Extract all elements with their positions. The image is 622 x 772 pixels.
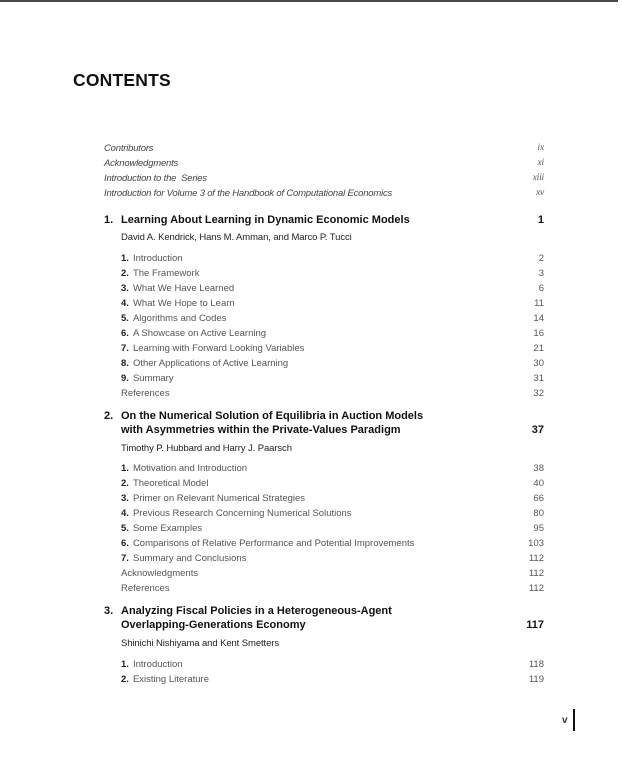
- section-title: Introduction: [132, 659, 183, 670]
- section-page: 66: [533, 493, 544, 504]
- chapter-authors: Timothy P. Hubbard and Harry J. Paarsch: [121, 443, 292, 454]
- chapter-title-line-2: with Asymmetries within the Private-Values Paradigm: [121, 424, 401, 436]
- section-page: 16: [533, 328, 544, 339]
- chapter-title-line-1: Analyzing Fiscal Policies in a Heterogeneous-Agent: [121, 605, 392, 617]
- section-number: 1.: [121, 253, 129, 264]
- section-title: A Showcase on Active Learning: [132, 328, 267, 339]
- section-number: 5.: [121, 523, 129, 534]
- page-title: CONTENTS: [73, 70, 171, 90]
- chapter-title-line-1: On the Numerical Solution of Equilibria in Auction Models: [121, 410, 424, 422]
- front-matter: [104, 141, 544, 201]
- section-number: 3.: [121, 493, 129, 504]
- chapter-3: [104, 604, 544, 687]
- section-title: Learning with Forward Looking Variables: [132, 343, 305, 354]
- section-number: 3.: [121, 283, 129, 294]
- section-number: 2.: [121, 478, 129, 489]
- section-title: Some Examples: [132, 523, 203, 534]
- section-entry[interactable]: [121, 251, 544, 266]
- section-title: References: [121, 388, 170, 399]
- section-entry[interactable]: [121, 326, 544, 341]
- section-entry[interactable]: [121, 536, 544, 551]
- section-entry[interactable]: [121, 581, 544, 596]
- section-entry[interactable]: [121, 461, 544, 476]
- section-title: Other Applications of Active Learning: [132, 358, 289, 369]
- section-page: 103: [528, 538, 544, 549]
- section-page: 80: [533, 508, 544, 519]
- section-page: 112: [528, 568, 544, 579]
- section-entry[interactable]: [121, 657, 544, 672]
- section-entry[interactable]: [121, 341, 544, 356]
- section-entry[interactable]: [121, 566, 544, 581]
- chapter-2: [104, 409, 544, 596]
- chapter-title-line-2: Overlapping-Generations Economy: [121, 619, 306, 631]
- chapter-page: 37: [531, 424, 544, 436]
- section-number: 6.: [121, 328, 129, 339]
- entry-title: Contributors: [104, 143, 154, 154]
- section-entry[interactable]: [121, 281, 544, 296]
- section-entry[interactable]: [121, 476, 544, 491]
- entry-title: Introduction for Volume 3 of the Handbook of Computational Economics: [104, 188, 393, 199]
- section-page: 11: [534, 298, 544, 309]
- section-entry[interactable]: [121, 506, 544, 521]
- section-page: 3: [538, 268, 544, 279]
- entry-title: Acknowledgments: [104, 158, 179, 169]
- section-title: Primer on Relevant Numerical Strategies: [132, 493, 306, 504]
- section-entry[interactable]: [121, 672, 544, 687]
- section-page: 30: [533, 358, 544, 369]
- section-page: 14: [533, 313, 544, 324]
- section-title: What We Hope to Learn: [132, 298, 235, 309]
- section-title: Summary: [132, 373, 174, 384]
- section-entry[interactable]: [121, 521, 544, 536]
- section-page: 118: [528, 659, 544, 670]
- toc-entry[interactable]: [104, 171, 544, 186]
- section-entry[interactable]: [121, 491, 544, 506]
- section-page: 40: [533, 478, 544, 489]
- section-number: 2.: [121, 268, 129, 279]
- section-entry[interactable]: [121, 296, 544, 311]
- section-page: 6: [538, 283, 544, 294]
- section-number: 7.: [121, 343, 129, 354]
- section-number: 4.: [121, 298, 129, 309]
- section-title: References: [121, 583, 170, 594]
- section-number: 2.: [121, 674, 129, 685]
- chapter-authors: David A. Kendrick, Hans M. Amman, and Marco P. Tucci: [121, 232, 352, 243]
- section-page: 21: [533, 343, 544, 354]
- section-title: Algorithms and Codes: [132, 313, 227, 324]
- section-page: 112: [528, 553, 544, 564]
- section-number: 9.: [121, 373, 129, 384]
- chapter-title: Learning About Learning in Dynamic Economic Models: [121, 214, 410, 226]
- section-title: Comparisons of Relative Performance and Potential Improvements: [132, 538, 415, 549]
- toc-entry[interactable]: [104, 186, 544, 201]
- chapter-authors: Shinichi Nishiyama and Kent Smetters: [121, 638, 279, 649]
- toc-entry[interactable]: [104, 141, 544, 156]
- section-entry[interactable]: [121, 266, 544, 281]
- section-title: What We Have Learned: [132, 283, 235, 294]
- entry-page: ix: [537, 143, 544, 153]
- entry-page: xi: [537, 158, 544, 168]
- section-number: 4.: [121, 508, 129, 519]
- page-top-rule: [0, 0, 618, 2]
- section-page: 32: [533, 388, 544, 399]
- section-page: 112: [528, 583, 544, 594]
- section-title: Summary and Conclusions: [132, 553, 247, 564]
- section-title: Acknowledgments: [121, 568, 199, 579]
- chapter-page: 117: [526, 619, 544, 631]
- section-entry[interactable]: [121, 356, 544, 371]
- section-page: 31: [533, 373, 544, 384]
- section-page: 38: [533, 463, 544, 474]
- page-number: v: [562, 715, 568, 726]
- section-number: 1.: [121, 659, 129, 670]
- chapter-heading[interactable]: [104, 604, 544, 632]
- chapter-heading[interactable]: [104, 213, 544, 227]
- section-title: Motivation and Introduction: [132, 463, 248, 474]
- chapter-heading[interactable]: [104, 409, 544, 437]
- chapter-page: 1: [537, 214, 544, 226]
- section-title: Previous Research Concerning Numerical Solutions: [132, 508, 352, 519]
- table-of-contents: [104, 141, 544, 687]
- section-title: The Framework: [132, 268, 200, 279]
- section-page: 119: [528, 674, 544, 685]
- section-number: 6.: [121, 538, 129, 549]
- chapter-1: [104, 213, 544, 401]
- section-title: Theoretical Model: [132, 478, 209, 489]
- entry-title: Introduction to the Series: [104, 173, 207, 184]
- section-number: 5.: [121, 313, 129, 324]
- section-page: 95: [533, 523, 544, 534]
- section-number: 7.: [121, 553, 129, 564]
- chapter-number: 2.: [104, 410, 114, 422]
- section-title: Introduction: [132, 253, 183, 264]
- section-title: Existing Literature: [132, 674, 209, 685]
- entry-page: xiii: [532, 173, 544, 183]
- toc-entry[interactable]: [104, 156, 544, 171]
- section-number: 8.: [121, 358, 129, 369]
- folio-rule: [573, 709, 575, 731]
- section-page: 2: [538, 253, 544, 264]
- section-entry[interactable]: [121, 371, 544, 386]
- section-entry[interactable]: [121, 311, 544, 326]
- entry-page: xv: [535, 188, 544, 198]
- section-entry[interactable]: [121, 386, 544, 401]
- section-entry[interactable]: [121, 551, 544, 566]
- section-number: 1.: [121, 463, 129, 474]
- chapter-number: 3.: [104, 605, 114, 617]
- chapter-number: 1.: [104, 214, 114, 226]
